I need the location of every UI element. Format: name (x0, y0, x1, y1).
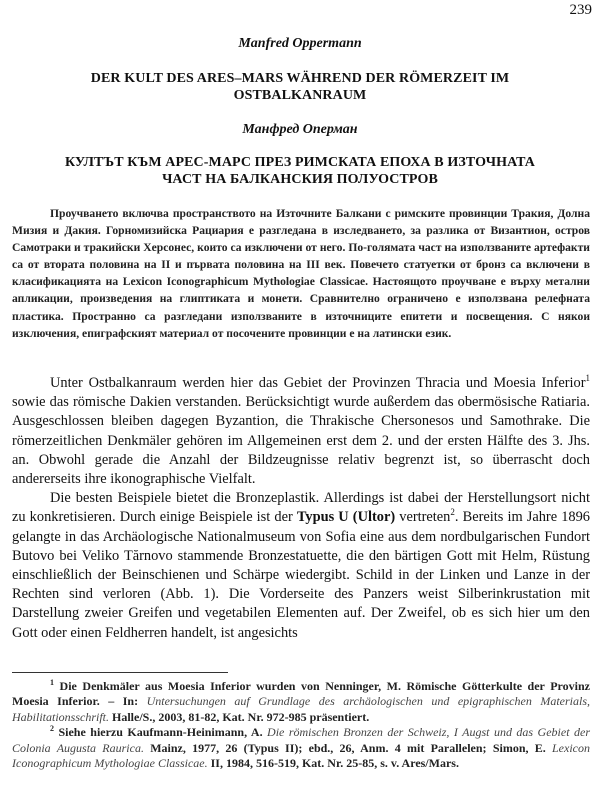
footnote-2-author2: Simon, E. (492, 740, 546, 755)
paragraph-2 (12, 489, 590, 643)
footnote-2-post: II, 1984, 516-519, Kat. Nr. 25-85, s. v. Ares/Mars. (207, 756, 459, 771)
footnote-1-post: Halle/S., 2003, 81-82, Kat. Nr. 972-985 präsentiert. (109, 709, 370, 724)
footnote-ref-2[interactable]: 2 (450, 507, 455, 518)
footnote-1 (12, 679, 590, 725)
paragraph-2-text-a: Die besten Beispiele bietet die Bronzeplastik. Allerdings ist dabei der Herstellungsort nicht zu konkretisieren. Durch einige Beispiele ist der (12, 490, 590, 526)
footnote-1-mid: Römische Götterkulte der Provinz Moesia Inferior. – In: (12, 679, 590, 709)
paragraph-1-text-b: sowie das römische Dakien verstanden. Berücksichtigt wurde außerdem das obermösische Ratiaria. Ausgeschlossen bleiben dagegen Byzantion, die Thrakische Chersonesos und Samothrake. Die römerzeitlichen Denkmäler gehören im Allgemeinen erst dem 2. und der ersten Hälfte des 3. Jhs. an. Obwohl gerade die Anzahl der Bildzeugnisse relativ begrenzt ist, so überrascht doch andererseits ihre ikonographische Vielfalt. (12, 394, 590, 488)
title-german-line2: OSTBALKANRAUM (233, 88, 367, 103)
footnote-2 (12, 725, 590, 771)
title-bulgarian-line1: КУЛТЪТ КЪМ АРЕС-МАРС ПРЕЗ РИМСКАТА ЕПОХА В ИЗТОЧНАТА (64, 155, 536, 170)
paragraph-2-text-b: vertreten (395, 509, 451, 526)
footnote-2-italic-title2: Lexicon Iconographicum Mythologiae Classicae. (12, 740, 590, 771)
paragraph-1-text-a: Unter Ostbalkanraum werden hier das Gebiet der Provinzen Thracia und Moesia Inferior (50, 375, 586, 391)
footnote-separator (12, 672, 228, 673)
footnote-2-pre: Siehe hierzu (54, 725, 128, 740)
footnote-1-italic-title: Untersuchungen auf Grundlage des archäologischen und epigraphischen Materials, Habilitationsschrift. (12, 694, 590, 724)
abstract-text: Проучването включва пространството на Източните Балкани с римските провинции Тракия, Долна Мизия и Дакия. Горномизийска Рациария е разгледана в изследването, за разлика от Византион, остров Самотраки и тракийски Херсонес, които са изключени от него. По-голямата част на използваните артефакти са от втората половина на II и първата половина на III век. Повечето статуетки от бронз са включени в класификацията на Lexicon Iconographicum Mythologiae Classicae. Настоящото проучване е върху метални апликации, произведения на глиптиката и монети. Сравнително ограничено е използвана релефната пластика. Пространно са разгледани използваните в източниците епитети и посвещения. С някои изключения, епиграфският материал от посочените провинции е на латински език. (12, 207, 590, 340)
footnote-1-pre: Die Denkmäler aus Moesia Inferior wurden von (54, 679, 326, 693)
footnote-1-author: Nenninger, M. (325, 679, 401, 693)
typus-ultor-bold: Typus U (Ultor) (296, 509, 396, 526)
footnotes (12, 679, 590, 771)
footnote-2-number: 2 (50, 724, 54, 734)
author-latin: Manfred Oppermann (238, 36, 362, 51)
title-german (0, 70, 600, 104)
footnote-2-author: Kaufmann-Heinimann, A. (127, 725, 263, 740)
page-number: 239 (569, 2, 592, 18)
footnote-1-number: 1 (50, 678, 54, 687)
main-text (12, 374, 590, 643)
paragraph-2-text-c: . Bereits im Jahre 1896 gelangte in das Archäologische Nationalmuseum von Sofia eine aus dem nordbulgarischen Fundort Butovo bei Veliko Tărnovo stammende Bronzestatuette, die den bärtigen Gott mit Helm, Rüstung einschließlich der Beinschienen und Schärpe wiedergibt. Schild in der Linken und Lanze in der Rechten sind verloren (Abb. 1). Die Vorderseite des Panzers weist Silberinkrustation mit Darstellung zweier Greifen und vegetabilen Elementen auf. Der Zweifel, ob es sich hier um den Gott oder einen Feldherren handelt, ist angesichts (12, 509, 590, 641)
abstract (12, 205, 590, 342)
title-german-line1: DER KULT DES ARES–MARS WÄHREND DER RÖMERZEIT IM (90, 71, 510, 86)
footnote-2-italic-title: Die römischen Bronzen der Schweiz, I Augst und das Gebiet der Colonia Augusta Raurica. (12, 725, 591, 755)
title-bulgarian-line2: ЧАСТ НА БАЛКАНСКИЯ ПОЛУОСТРОВ (162, 172, 438, 187)
paragraph-1 (12, 374, 590, 489)
footnote-ref-1[interactable]: 1 (585, 373, 590, 384)
author-cyrillic: Манфред Оперман (242, 122, 358, 137)
footnote-2-mid: Mainz, 1977, 26 (Typus II); ebd., 26, Anm. 4 mit Parallelen; (143, 740, 493, 755)
title-bulgarian (0, 154, 600, 188)
